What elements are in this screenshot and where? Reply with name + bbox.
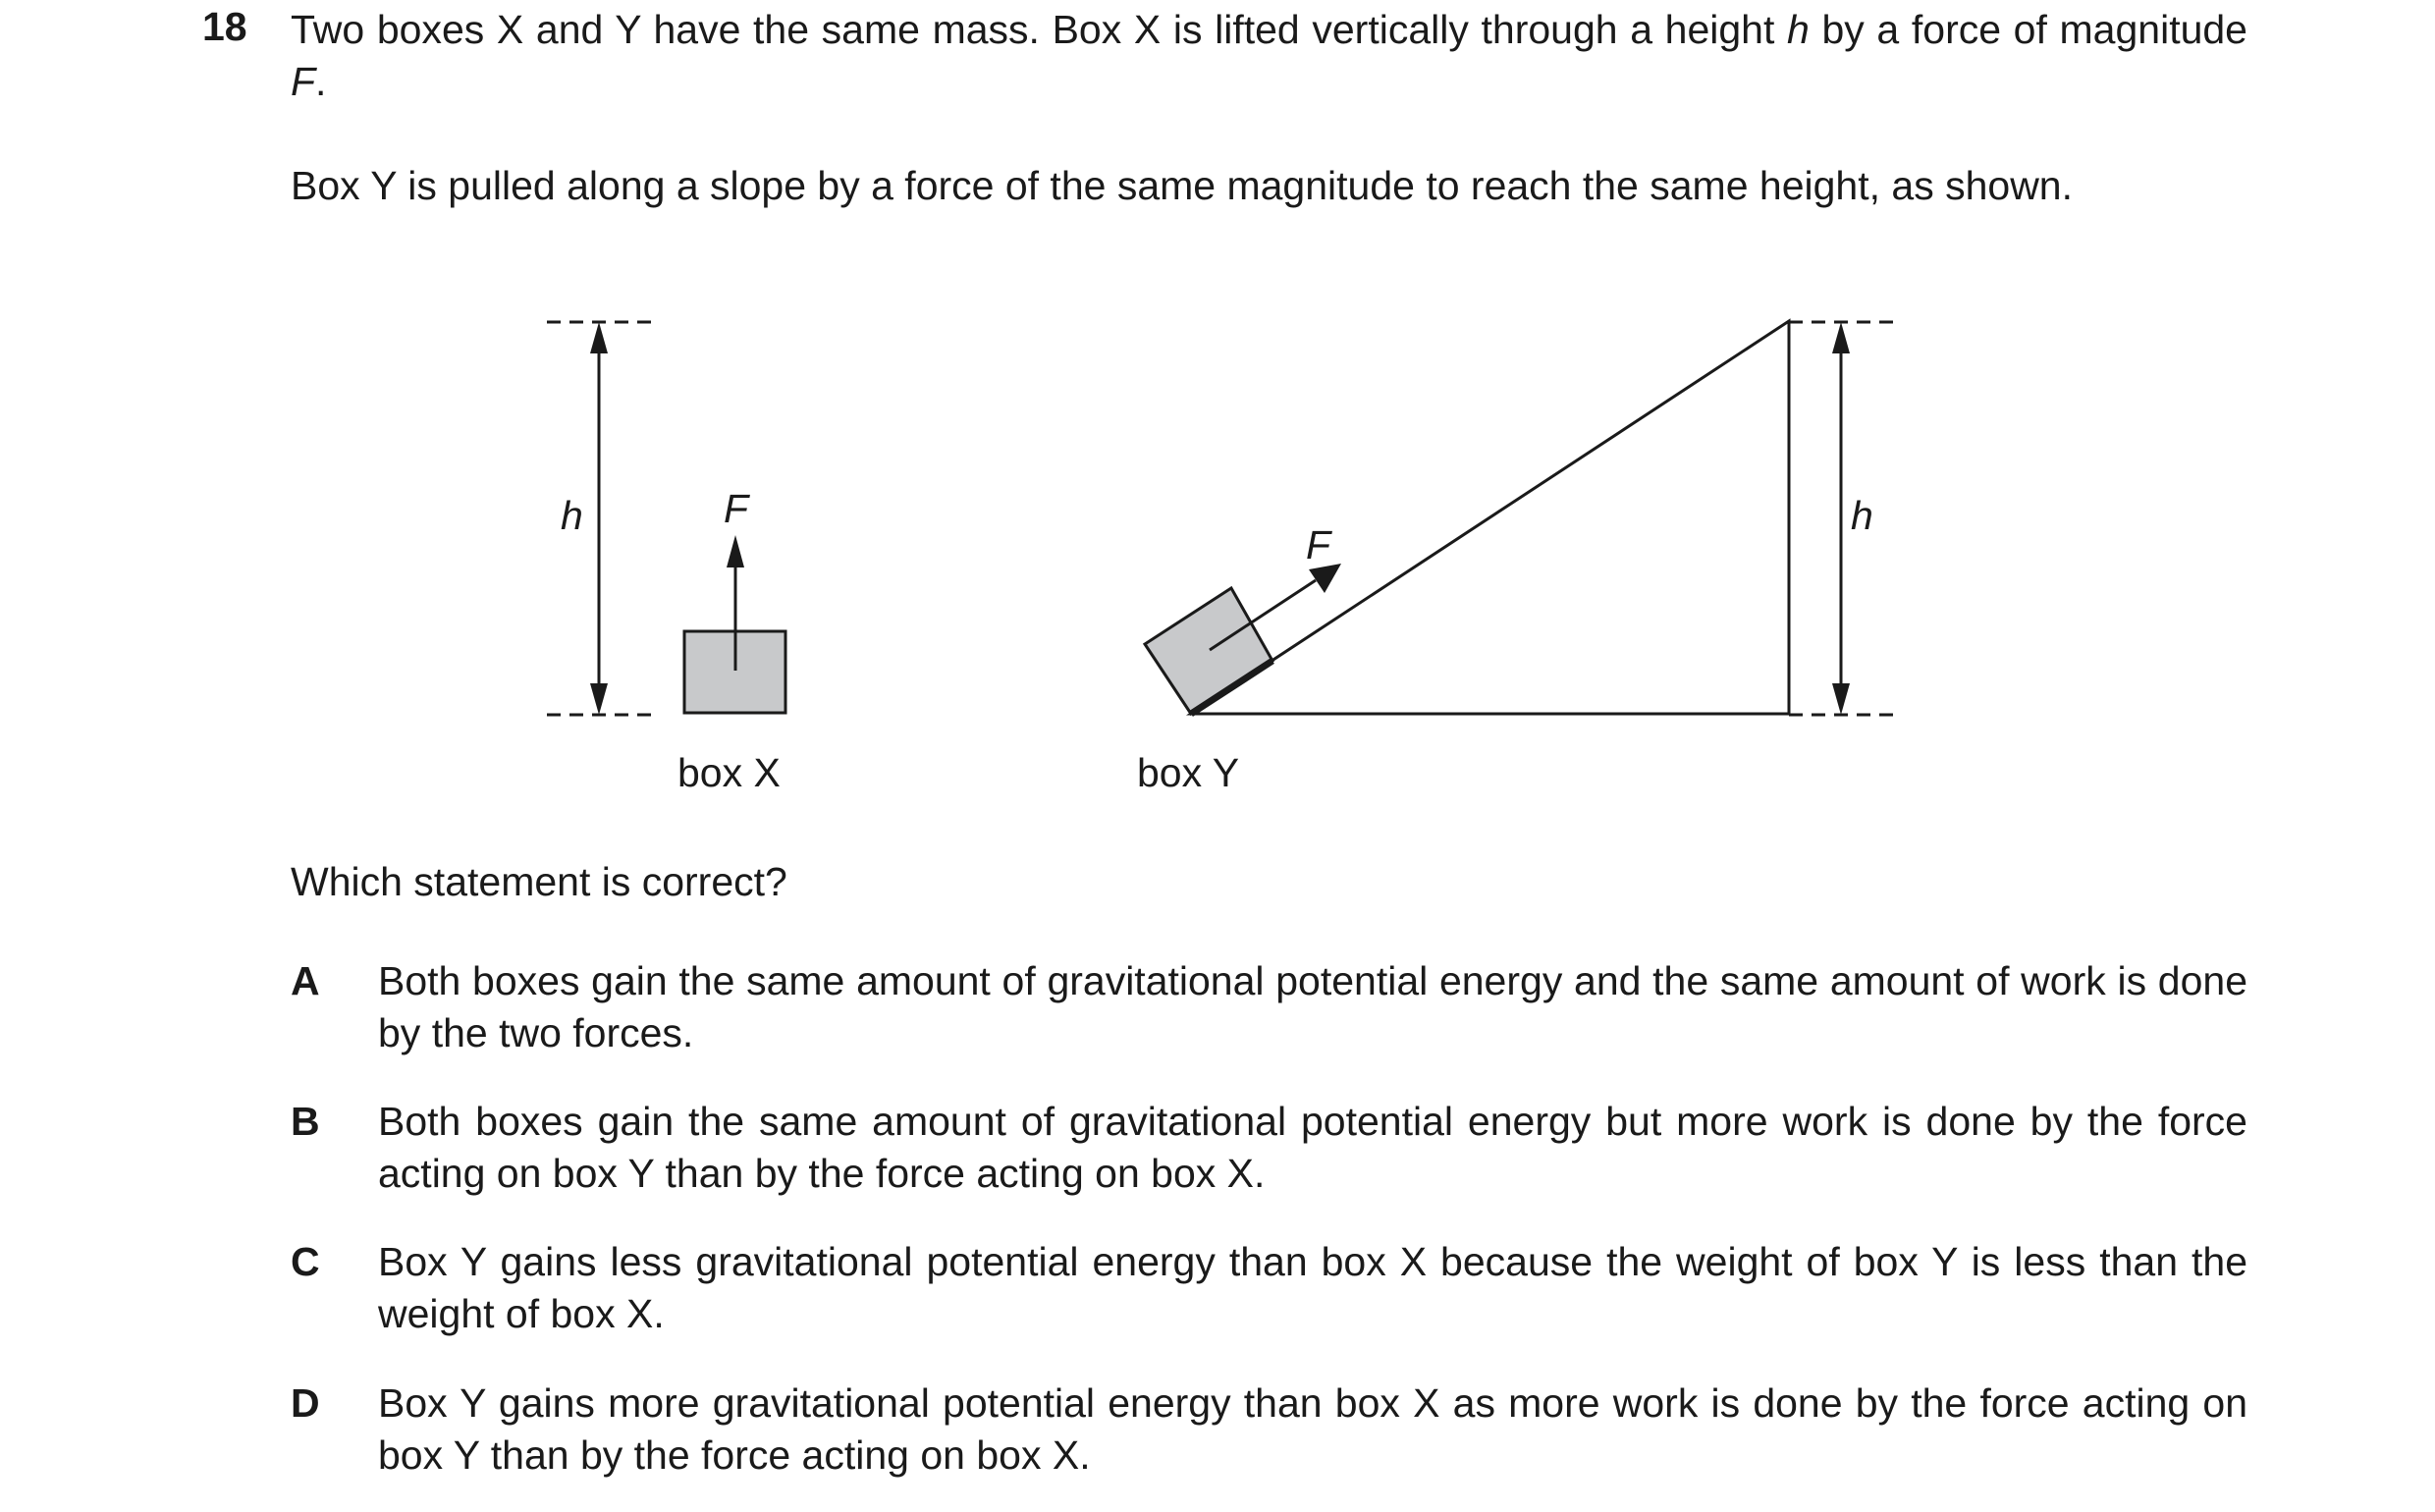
slope-triangle — [1191, 321, 1789, 714]
option-letter: A — [291, 958, 320, 1003]
intro-text-1: Two boxes X and Y have the same mass. Box X is lifted vertically through a height — [291, 7, 1788, 52]
intro-symbol-h: h — [1787, 7, 1810, 52]
option-text: Both boxes gain the same amount of gravitational potential energy and the same amount of work is done by the two forces. — [378, 958, 2247, 1055]
option-letter: C — [291, 1239, 320, 1284]
height-arrowhead-up-icon — [590, 322, 608, 353]
option-text: Box Y gains less gravitational potential energy than box X because the weight of box Y is less than the weight of box X. — [378, 1239, 2247, 1336]
intro-text-2: by a force of magnitude — [1809, 7, 2247, 52]
intro-text-3: . — [315, 59, 327, 104]
box-x-height-label: h — [561, 493, 583, 538]
slope-height-label: h — [1851, 493, 1873, 538]
question-stem: Which statement is correct? — [291, 859, 787, 904]
option-letter: D — [291, 1380, 320, 1426]
intro-symbol-f: F — [291, 59, 316, 104]
box-y-label: box Y — [1137, 750, 1240, 795]
question-paragraph-2: Box Y is pulled along a slope by a force of the same magnitude to reach the same height, as shown. — [291, 163, 2073, 208]
question-number: 18 — [202, 4, 247, 49]
height-arrowhead-up-icon — [1832, 322, 1850, 353]
box-x-force-label: F — [724, 486, 749, 531]
box-y-force-label: F — [1306, 522, 1331, 567]
option-text: Both boxes gain the same amount of gravitational potential energy but more work is done by the force acting on box Y than by the force acting on box X. — [378, 1099, 2247, 1196]
option-letter: B — [291, 1099, 320, 1144]
option-text: Box Y gains more gravitational potential energy than box X as more work is done by the force acting on box Y than by the force acting on box X. — [378, 1380, 2247, 1478]
box-y — [1145, 588, 1272, 714]
force-arrowhead-icon — [1309, 564, 1341, 593]
box-x-label: box X — [677, 750, 781, 795]
force-arrowhead-icon — [727, 535, 744, 567]
height-arrowhead-down-icon — [1832, 683, 1850, 715]
height-arrowhead-down-icon — [590, 683, 608, 715]
